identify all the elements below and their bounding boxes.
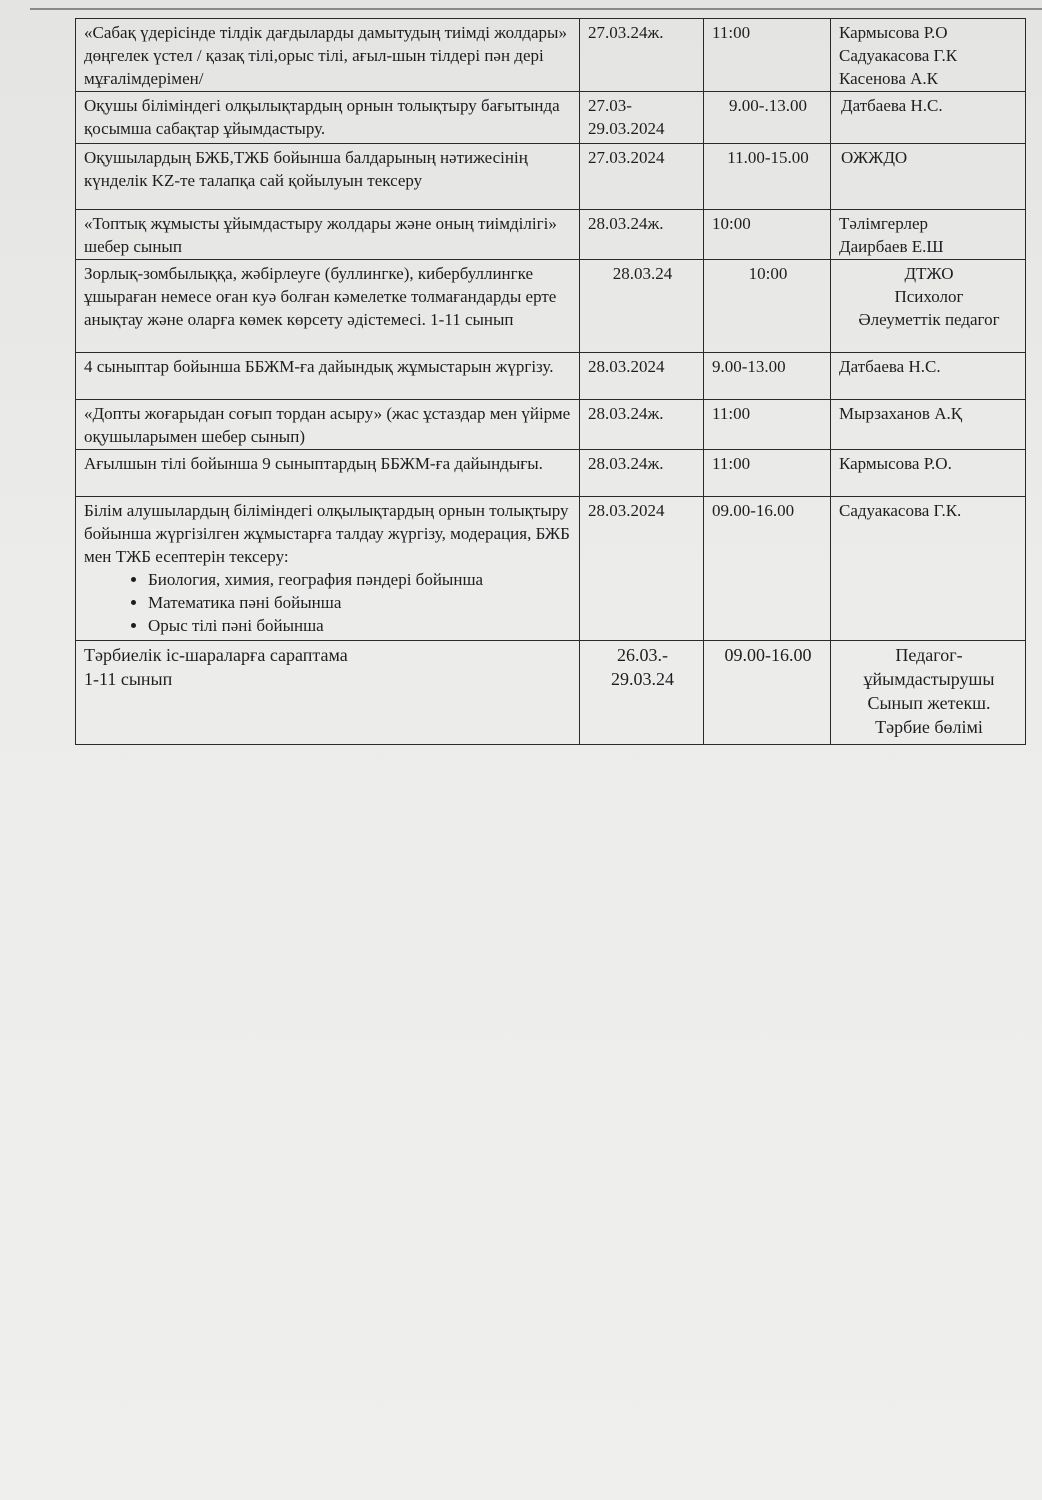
time-cell: [704, 353, 831, 400]
responsible-name: Сынып жетекш.: [867, 693, 991, 713]
table-row: [76, 450, 1026, 497]
list-item-text: Орыс тілі пәні бойынша: [148, 616, 324, 635]
list-item-text: Математика пәні бойынша: [148, 593, 342, 612]
date-cell: [580, 260, 704, 353]
list-item: [148, 614, 573, 637]
event-text: «Допты жоғарыдан соғып тордан асыру» (жас ұстаздар мен үйірме оқушыларымен шебер сынып): [84, 404, 571, 446]
subject-list: [84, 568, 573, 637]
table-row: [76, 641, 1026, 745]
event-text: Білім алушылардың біліміндегі олқылықтардың орнын толықтыру бойынша жүргізілген жұмыстарға талдау жүргізу, модерация, БЖБ мен ТЖБ есептерін тексеру:: [84, 501, 570, 566]
event-text: «Топтық жұмысты ұйымдастыру жолдары және оның тиімділігі» шебер сынып: [84, 214, 557, 256]
event-cell: [76, 92, 580, 144]
table-row: [76, 19, 1026, 92]
time-text: 11:00: [712, 23, 751, 42]
date-text: 27.03- 29.03.2024: [588, 96, 665, 138]
date-text: 28.03.2024: [588, 501, 665, 520]
time-cell: [704, 92, 831, 144]
event-text: Зорлық-зомбылыққа, жәбірлеуге (буллингке), кибербуллингке ұшыраған немесе оған куә болған кәмелетке толмағандарды ерте анықтау және оларға көмек көрсету әдістемесі. 1-11 сынып: [84, 264, 557, 329]
date-cell: [580, 92, 704, 144]
responsible-cell: [831, 19, 1026, 92]
time-text: 09.00-16.00: [712, 501, 795, 520]
table-row: [76, 400, 1026, 450]
responsible-name: Садуакасова Г.К.: [839, 501, 962, 520]
time-cell: [704, 260, 831, 353]
responsible-name: Тәрбие бөлімі: [875, 717, 983, 737]
date-text: 28.03.24ж.: [588, 404, 664, 423]
time-cell: [704, 210, 831, 260]
date-text: 27.03.2024: [588, 148, 665, 167]
event-text: Оқушылардың БЖБ,ТЖБ бойынша балдарының нәтижесінің күнделік KZ-те талапқа сай қойылуын тексеру: [84, 148, 528, 190]
top-rule: [30, 8, 1042, 10]
responsible-name: Кармысова Р.О.: [839, 454, 952, 473]
list-item-text: Биология, химия, география пәндері бойынша: [148, 570, 484, 589]
list-item: [148, 568, 573, 591]
date-text: 28.03.2024: [588, 357, 665, 376]
responsible-cell: [831, 497, 1026, 641]
time-text: 10:00: [712, 214, 751, 233]
list-item: [148, 591, 573, 614]
table-row: [76, 260, 1026, 353]
event-cell: [76, 260, 580, 353]
time-cell: [704, 641, 831, 745]
responsible-name: Кармысова Р.О: [839, 23, 948, 42]
time-text: 10:00: [748, 264, 788, 283]
event-cell: [76, 19, 580, 92]
responsible-name: Садуакасова Г.К: [839, 46, 958, 65]
table-row: [76, 497, 1026, 641]
event-text: 1-11 сынып: [84, 669, 173, 689]
responsible-name: Датбаева Н.С.: [841, 96, 943, 115]
event-text: Ағылшын тілі бойынша 9 сыныптардың ББЖМ-ға дайындығы.: [84, 454, 543, 473]
date-cell: [580, 19, 704, 92]
event-cell: [76, 400, 580, 450]
date-cell: [580, 353, 704, 400]
date-cell: [580, 641, 704, 745]
responsible-cell: [831, 400, 1026, 450]
event-cell: [76, 210, 580, 260]
time-text: 09.00-16.00: [724, 645, 812, 665]
responsible-cell: [831, 144, 1026, 210]
time-cell: [704, 19, 831, 92]
event-cell: [76, 450, 580, 497]
responsible-name: Даирбаев Е.Ш: [839, 237, 944, 256]
time-cell: [704, 450, 831, 497]
date-text: 28.03.24ж.: [588, 214, 664, 233]
responsible-name: Касенова А.К: [839, 69, 939, 88]
responsible-name: ОЖЖДО: [841, 148, 908, 167]
time-text: 9.00-.13.00: [729, 96, 807, 115]
responsible-name: Тәлімгерлер: [839, 214, 928, 233]
table-row: [76, 210, 1026, 260]
responsible-cell: [831, 641, 1026, 745]
date-text: 28.03.24: [612, 264, 673, 283]
date-cell: [580, 450, 704, 497]
responsible-name: Психолог: [894, 287, 964, 306]
time-text: 11.00-15.00: [727, 148, 809, 167]
responsible-name: Мырзаханов А.Қ: [839, 404, 963, 423]
responsible-name: Датбаева Н.С.: [839, 357, 941, 376]
date-text: 28.03.24ж.: [588, 454, 664, 473]
date-text: 26.03.- 29.03.24: [611, 645, 674, 689]
responsible-name: ДТЖО: [904, 264, 954, 283]
time-cell: [704, 400, 831, 450]
event-plan-table: [75, 18, 1026, 745]
event-cell: [76, 144, 580, 210]
time-text: 11:00: [712, 404, 751, 423]
date-cell: [580, 497, 704, 641]
date-cell: [580, 210, 704, 260]
date-text: 27.03.24ж.: [588, 23, 664, 42]
event-text: Тәрбиелік іс-шараларға сараптама: [84, 645, 348, 665]
responsible-name: Педагог-ұйымдастырушы: [863, 645, 995, 689]
event-text: 4 сыныптар бойынша ББЖМ-ға дайындық жұмыстарын жүргізу.: [84, 357, 554, 376]
table-row: [76, 353, 1026, 400]
event-cell: [76, 353, 580, 400]
table-row: [76, 92, 1026, 144]
responsible-cell: [831, 92, 1026, 144]
time-text: 11:00: [712, 454, 751, 473]
responsible-name: Әлеуметтік педагог: [858, 310, 1000, 329]
date-cell: [580, 144, 704, 210]
table-row: [76, 144, 1026, 210]
date-cell: [580, 400, 704, 450]
time-cell: [704, 144, 831, 210]
responsible-cell: [831, 450, 1026, 497]
event-text: «Сабақ үдерісінде тілдік дағдыларды дамытудың тиімді жолдары» дөңгелек үстел / қазақ тілі,орыс тілі, ағыл-шын тілдері пән дері мұғалімдерімен/: [84, 23, 567, 88]
event-cell: [76, 641, 580, 745]
responsible-cell: [831, 353, 1026, 400]
responsible-cell: [831, 210, 1026, 260]
event-text: Оқушы біліміндегі олқылықтардың орнын толықтыру бағытында қосымша сабақтар ұйымдастыру.: [84, 96, 560, 138]
time-cell: [704, 497, 831, 641]
event-cell: [76, 497, 580, 641]
responsible-cell: [831, 260, 1026, 353]
time-text: 9.00-13.00: [712, 357, 786, 376]
